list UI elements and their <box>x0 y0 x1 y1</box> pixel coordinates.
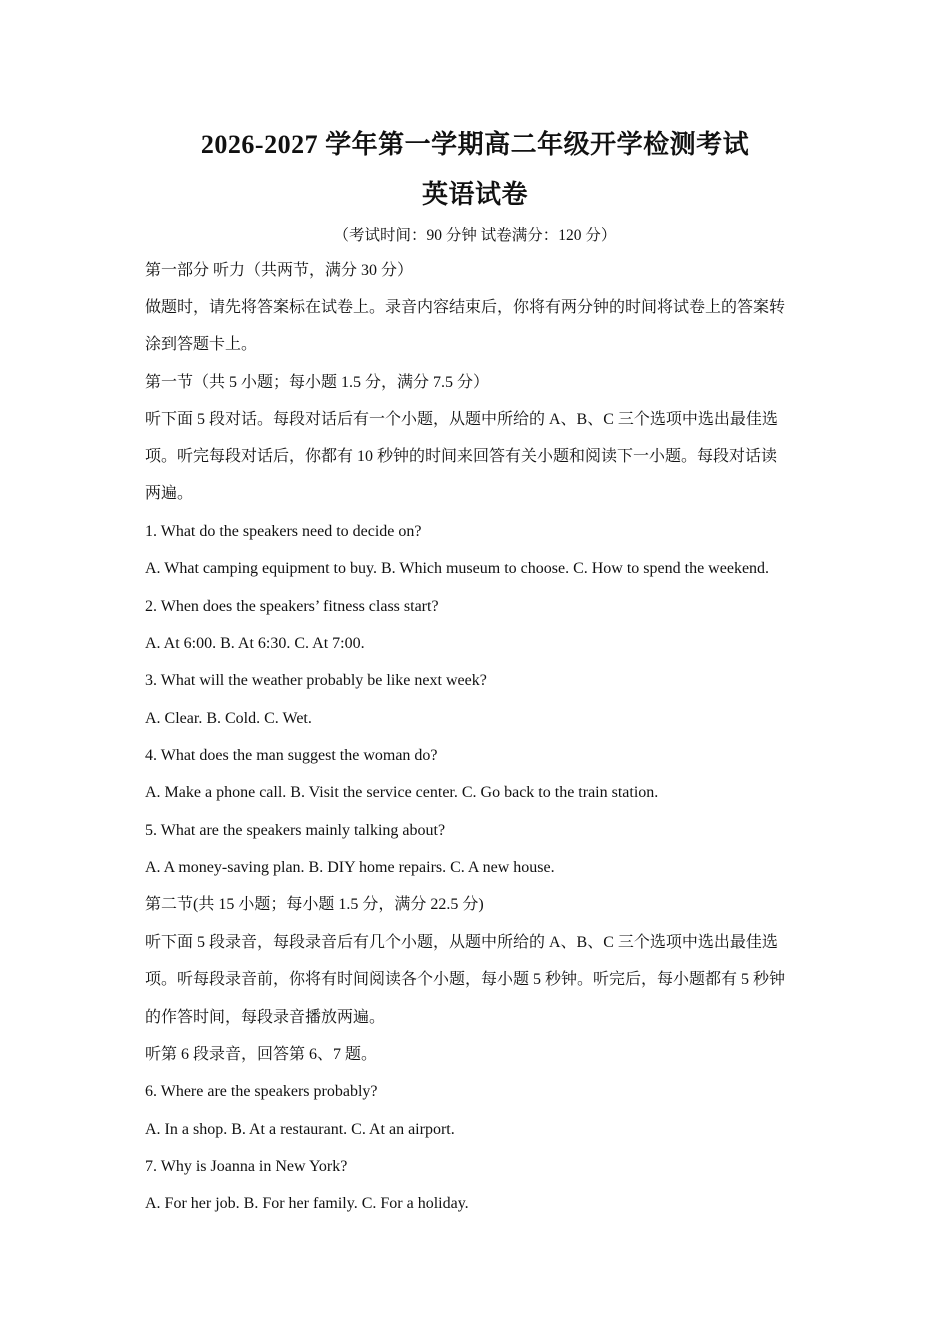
answer-options: A. Make a phone call. B. Visit the service center. C. Go back to the train station. <box>145 784 659 801</box>
question: 7. Why is Joanna in New York? <box>145 1158 348 1175</box>
instruction-line: 听下面 5 段录音，每段录音后有几个小题，从题中所给的 A、B、C 三个选项中选出最佳选 <box>145 934 778 951</box>
exam-subtitle: 英语试卷 <box>421 180 528 209</box>
answer-options: A. At 6:00. B. At 6:30. C. At 7:00. <box>145 635 365 652</box>
question: 5. What are the speakers mainly talking about? <box>145 822 446 839</box>
exam-info: （考试时间：90 分钟 试卷满分：120 分） <box>333 227 617 244</box>
answer-options: A. A money-saving plan. B. DIY home repairs. C. A new house. <box>145 859 555 876</box>
answer-options: A. In a shop. B. At a restaurant. C. At an airport. <box>145 1121 455 1138</box>
answer-options: A. What camping equipment to buy. B. Which museum to choose. C. How to spend the weekend. <box>145 560 770 577</box>
question: 6. Where are the speakers probably? <box>145 1083 378 1100</box>
question: 4. What does the man suggest the woman do? <box>145 747 438 764</box>
instruction-line: 项。听每段录音前，你将有时间阅读各个小题，每小题 5 秒钟。听完后，每小题都有 5 秒钟 <box>145 971 786 988</box>
instruction-line: 听下面 5 段对话。每段对话后有一个小题，从题中所给的 A、B、C 三个选项中选出最佳选 <box>145 411 778 428</box>
section-heading: 第一节（共 5 小题；每小题 1.5 分，满分 7.5 分） <box>145 374 490 391</box>
question: 1. What do the speakers need to decide on? <box>145 523 422 540</box>
instruction-line: 做题时，请先将答案标在试卷上。录音内容结束后，你将有两分钟的时间将试卷上的答案转 <box>145 299 786 316</box>
instruction-line: 项。听完每段对话后，你都有 10 秒钟的时间来回答有关小题和阅读下一小题。每段对话读 <box>145 448 778 465</box>
instruction-line: 两遍。 <box>145 485 194 502</box>
instruction-line: 的作答时间，每段录音播放两遍。 <box>145 1009 386 1026</box>
section-heading: 第二节(共 15 小题；每小题 1.5 分，满分 22.5 分) <box>145 896 484 913</box>
instruction-line: 涂到答题卡上。 <box>145 336 258 353</box>
question: 3. What will the weather probably be like next week? <box>145 672 487 689</box>
exam-title: 2026-2027 学年第一学期高二年级开学检测考试 <box>200 130 750 159</box>
question: 2. When does the speakers’ fitness class start? <box>145 598 439 615</box>
answer-options: A. Clear. B. Cold. C. Wet. <box>145 710 312 727</box>
answer-options: A. For her job. B. For her family. C. For a holiday. <box>145 1195 469 1212</box>
recording-instruction: 听第 6 段录音，回答第 6、7 题。 <box>145 1046 378 1063</box>
section-heading: 第一部分 听力（共两节，满分 30 分） <box>145 262 414 279</box>
